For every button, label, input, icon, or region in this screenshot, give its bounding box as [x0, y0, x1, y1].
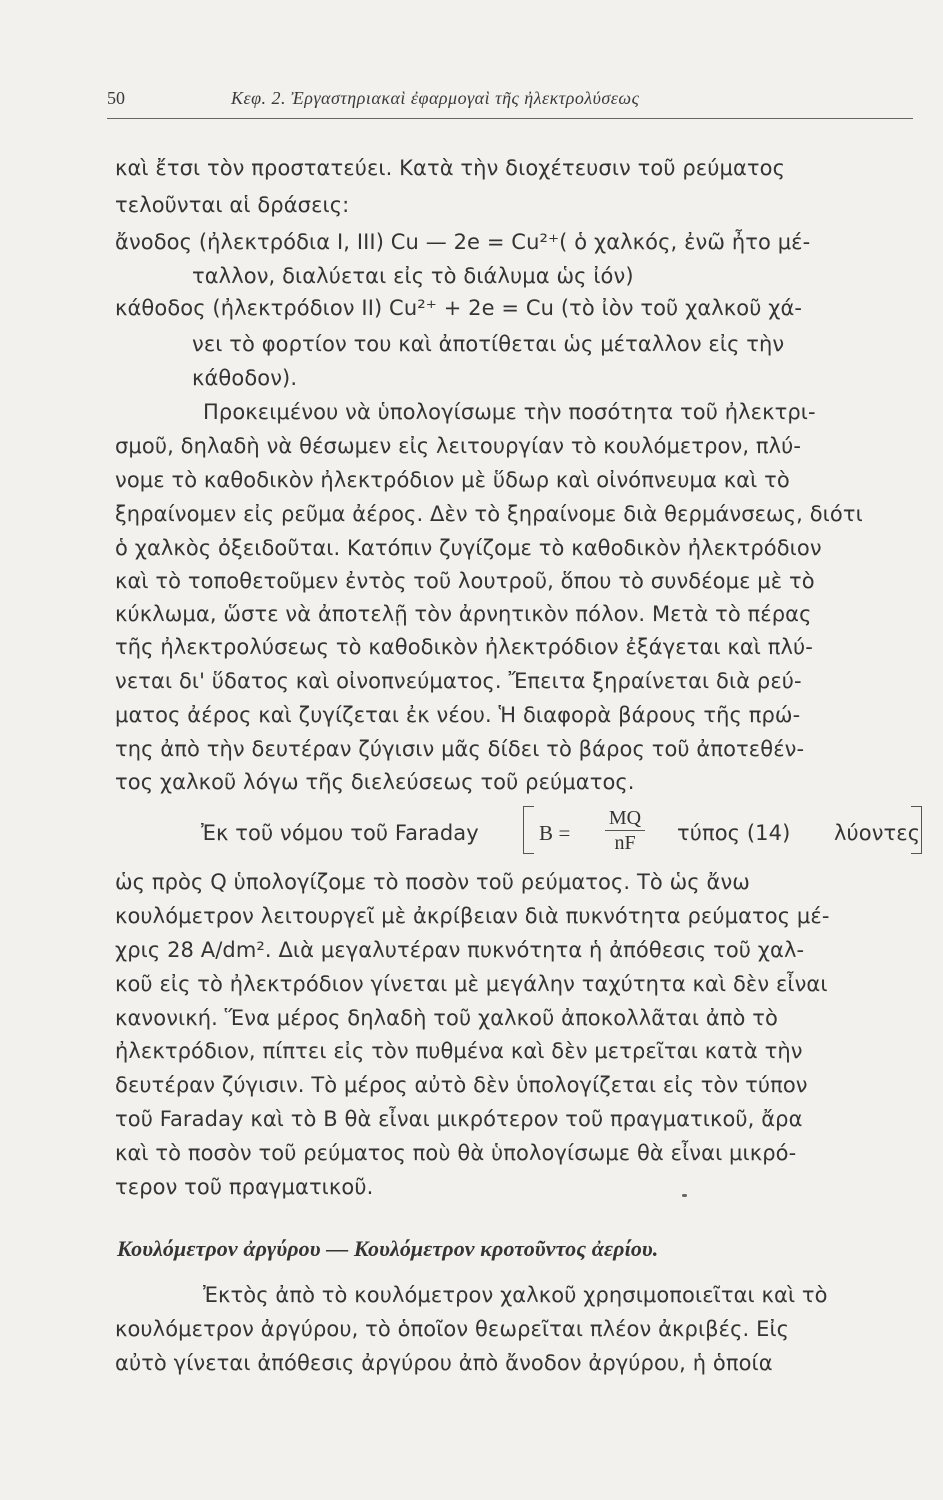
fraction-numerator: MQ — [608, 807, 642, 829]
text-line: κουλόμετρον ἀργύρου, τὸ ὁποῖον θεωρεῖται πλέον ἀκριβές. Εἰς — [115, 1317, 790, 1341]
formula-fraction — [603, 806, 647, 855]
text-line: δευτέραν ζύγισιν. Τὸ μέρος αὐτὸ δὲν ὑπολογίζεται εἰς τὸν τύπον — [115, 1073, 808, 1097]
text-line: νεται δι' ὕδατος καὶ οἰνοπνεύματος. Ἔπειτα ξηραίνεται διὰ ρεύ- — [115, 669, 802, 693]
text-line: ἄνοδος (ἠλεκτρόδια I, III) Cu — 2e = Cu²⁺( ὁ χαλκός, ἐνῶ ἦτο μέ- — [115, 230, 811, 254]
text-line: Ἐκτὸς ἀπὸ τὸ κουλόμετρον χαλκοῦ χρησιμοποιεῖται καὶ τὸ — [203, 1283, 828, 1307]
text-line: ματος ἀέρος καὶ ζυγίζεται ἐκ νέου. Ἡ διαφορὰ βάρους τῆς πρώ- — [115, 703, 801, 727]
text-line: καὶ τὸ τοποθετοῦμεν ἐντὸς τοῦ λουτροῦ, ὅπου τὸ συνδέομε μὲ τὸ — [115, 569, 815, 593]
text-line: ξηραίνομεν εἰς ρεῦμα ἀέρος. Δὲν τὸ ξηραίνομε διὰ θερμάνσεως, διότι — [115, 502, 863, 526]
text-line: κάθοδον). — [192, 366, 298, 390]
formula-lead: Ἐκ τοῦ νόμου τοῦ Faraday — [201, 821, 479, 845]
text-line: καὶ ἔτσι τὸν προστατεύει. Κατὰ τὴν διοχέτευσιν τοῦ ρεύματος — [115, 156, 786, 180]
text-line: ὁ χαλκὸς ὀξειδοῦται. Κατόπιν ζυγίζομε τὸ καθοδικὸν ἠλεκτρόδιον — [115, 536, 822, 560]
text-line: τος χαλκοῦ λόγω τῆς διελεύσεως τοῦ ρεύματος. — [115, 770, 635, 794]
text-line: κύκλωμα, ὥστε νὰ ἀποτελῇ τὸν ἀρνητικὸν πόλον. Μετὰ τὸ πέρας — [115, 602, 812, 626]
text-line: κάθοδος (ἠλεκτρόδιον II) Cu²⁺ + 2e = Cu (τὸ ἰὸν τοῦ χαλκοῦ χά- — [115, 296, 803, 320]
text-line: της ἀπὸ τὴν δευτέραν ζύγισιν μᾶς δίδει τὸ βάρος τοῦ ἀποτεθέν- — [115, 737, 805, 761]
text-line: νομε τὸ καθοδικὸν ἠλεκτρόδιον μὲ ὕδωρ καὶ οἰνόπνευμα καὶ τὸ — [115, 468, 790, 492]
text-line: ἠλεκτρόδιον, πίπτει εἰς τὸν πυθμένα καὶ δὲν μετρεῖται κατὰ τὴν — [115, 1039, 803, 1063]
formula-lhs: B = — [539, 821, 571, 845]
text-line: Προκειμένου νὰ ὑπολογίσωμε τὴν ποσότητα τοῦ ἠλεκτρι- — [203, 400, 816, 424]
formula-trail: λύοντες — [834, 821, 921, 845]
text-line: χρις 28 A/dm². Διὰ μεγαλυτέραν πυκνότητα ἡ ἀπόθεσις τοῦ χαλ- — [115, 938, 805, 962]
text-line: ὡς πρὸς Q ὑπολογίζομε τὸ ποσὸν τοῦ ρεύματος. Τὸ ὡς ἄνω — [115, 870, 750, 894]
running-head: Κεφ. 2. Ἐργαστηριακαὶ ἐφαρμογαὶ τῆς ἠλεκτρολύσεως — [231, 88, 640, 108]
text-line: τερον τοῦ πραγματικοῦ. — [115, 1175, 374, 1199]
text-line: κοῦ εἰς τὸ ἠλεκτρόδιον γίνεται μὲ μεγάλην ταχύτητα καὶ δὲν εἶναι — [115, 972, 828, 996]
text-line: κανονική. Ἕνα μέρος δηλαδὴ τοῦ χαλκοῦ ἀποκολλᾶται ἀπὸ τὸ — [115, 1006, 778, 1030]
text-line: ταλλον, διαλύεται εἰς τὸ διάλυμα ὡς ἰόν) — [192, 264, 634, 288]
section-heading: Κουλόμετρον ἀργύρου — Κουλόμετρον κροτοῦντος ἀερίου. — [117, 1236, 659, 1261]
left-bracket — [523, 806, 534, 854]
formula-reference: τύπος (14) — [677, 821, 791, 845]
fraction-denominator: nF — [614, 832, 636, 854]
text-line: σμοῦ, δηλαδὴ νὰ θέσωμεν εἰς λειτουργίαν τὸ κουλόμετρον, πλύ- — [115, 434, 802, 458]
text-line: αὐτὸ γίνεται ἀπόθεσις ἀργύρου ἀπὸ ἄνοδον ἀργύρου, ἡ ὁποία — [115, 1351, 773, 1375]
text-line: καὶ τὸ ποσὸν τοῦ ρεύματος ποὺ θὰ ὑπολογίσωμε θὰ εἶναι μικρό- — [115, 1141, 797, 1165]
page-number: 50 — [107, 88, 125, 108]
text-line: νει τὸ φορτίον του καὶ ἀποτίθεται ὡς μέταλλον εἰς τὴν — [192, 332, 785, 356]
print-speck — [682, 1194, 687, 1197]
text-line: κουλόμετρον λειτουργεῖ μὲ ἀκρίβειαν διὰ πυκνότητα ρεύματος μέ- — [115, 904, 830, 928]
text-line: τῆς ἠλεκτρολύσεως τὸ καθοδικὸν ἠλεκτρόδιον ἐξάγεται καὶ πλύ- — [115, 635, 813, 659]
text-line: τελοῦνται αἱ δράσεις: — [115, 193, 350, 217]
text-line: τοῦ Faraday καὶ τὸ B θὰ εἶναι μικρότερον τοῦ πραγματικοῦ, ἄρα — [115, 1107, 803, 1131]
